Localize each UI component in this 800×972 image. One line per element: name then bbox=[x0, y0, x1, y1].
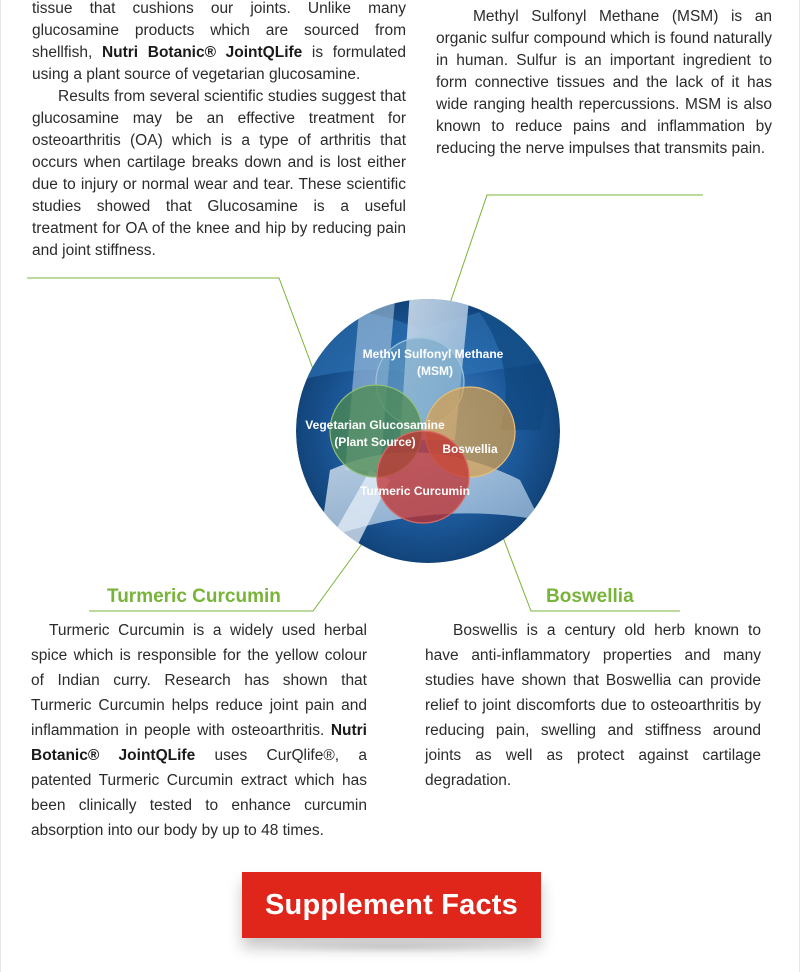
boswellia-text: Boswellis is a century old herb known to have anti-inflammatory properties and many studies have shown that Boswellia can provide relief to joint discomforts due to osteoarthritis by reducing pain, swelling and stiffness around joints as well as protect against cartilage degradation. bbox=[425, 622, 761, 789]
msm-label-line-2: (MSM) bbox=[417, 364, 453, 378]
brand-name: Nutri Botanic® JointQLife bbox=[31, 722, 367, 764]
supplement-facts-button[interactable]: Supplement Facts bbox=[242, 872, 541, 938]
boswellia-section-title: Boswellia bbox=[546, 586, 634, 607]
glucosamine-text-part-2: is formulated using a plant source of vegetarian glucosamine. bbox=[32, 44, 406, 83]
turmeric-text-part-2: uses CurQlife®, a patented Turmeric Curcumin extract which has been clinically tested to enhance curcumin absorption into our body by up to 48 times. bbox=[31, 747, 367, 839]
turmeric-label: Turmeric Curcumin bbox=[360, 484, 470, 498]
button-shadow bbox=[250, 940, 534, 954]
turmeric-section-title: Turmeric Curcumin bbox=[107, 586, 281, 607]
supplement-facts-button-wrapper bbox=[242, 872, 541, 938]
glucosamine-research-text: Results from several scientific studies suggest that glucosamine may be an effective treatment for osteoarthritis (OA) which is a type of arthritis that occurs when cartilage breaks down and is lost either due to injury or normal wear and tear. These scientific studies showed that Glucosamine is a useful treatment for OA of the knee and hip by reducing pain and joint stiffness. bbox=[32, 88, 406, 259]
glucosamine-label-line-1: Vegetarian Glucosamine bbox=[305, 418, 445, 432]
glucosamine-label-line-2: (Plant Source) bbox=[334, 435, 416, 449]
boswellia-label: Boswellia bbox=[442, 442, 498, 456]
msm-label-line-1: Methyl Sulfonyl Methane bbox=[362, 347, 504, 361]
turmeric-paragraph bbox=[31, 618, 367, 843]
msm-text: Methyl Sulfonyl Methane (MSM) is an organic sulfur compound which is found naturally in human. Sulfur is an important ingredient to form connective tissues and the lack of it has wide ranging health repercussions. MSM is also known to reduce pains and inflammation by reducing the nerve impulses that transmits pain. bbox=[436, 8, 772, 157]
brand-name: Nutri Botanic® JointQLife bbox=[101, 44, 303, 61]
boswellia-paragraph bbox=[425, 618, 761, 793]
turmeric-text-part-1: Turmeric Curcumin is a widely used herbal spice which is responsible for the yellow colour of Indian curry. Research has shown that Turmeric Curcumin helps reduce joint pain and inflammation in people with osteoarthritis. bbox=[31, 622, 367, 739]
connector-line-glucosamine bbox=[27, 278, 334, 425]
glucosamine-text-part-1: tissue that cushions our joints. Unlike many glucosamine products which are sourced from shellfish, bbox=[32, 0, 406, 61]
